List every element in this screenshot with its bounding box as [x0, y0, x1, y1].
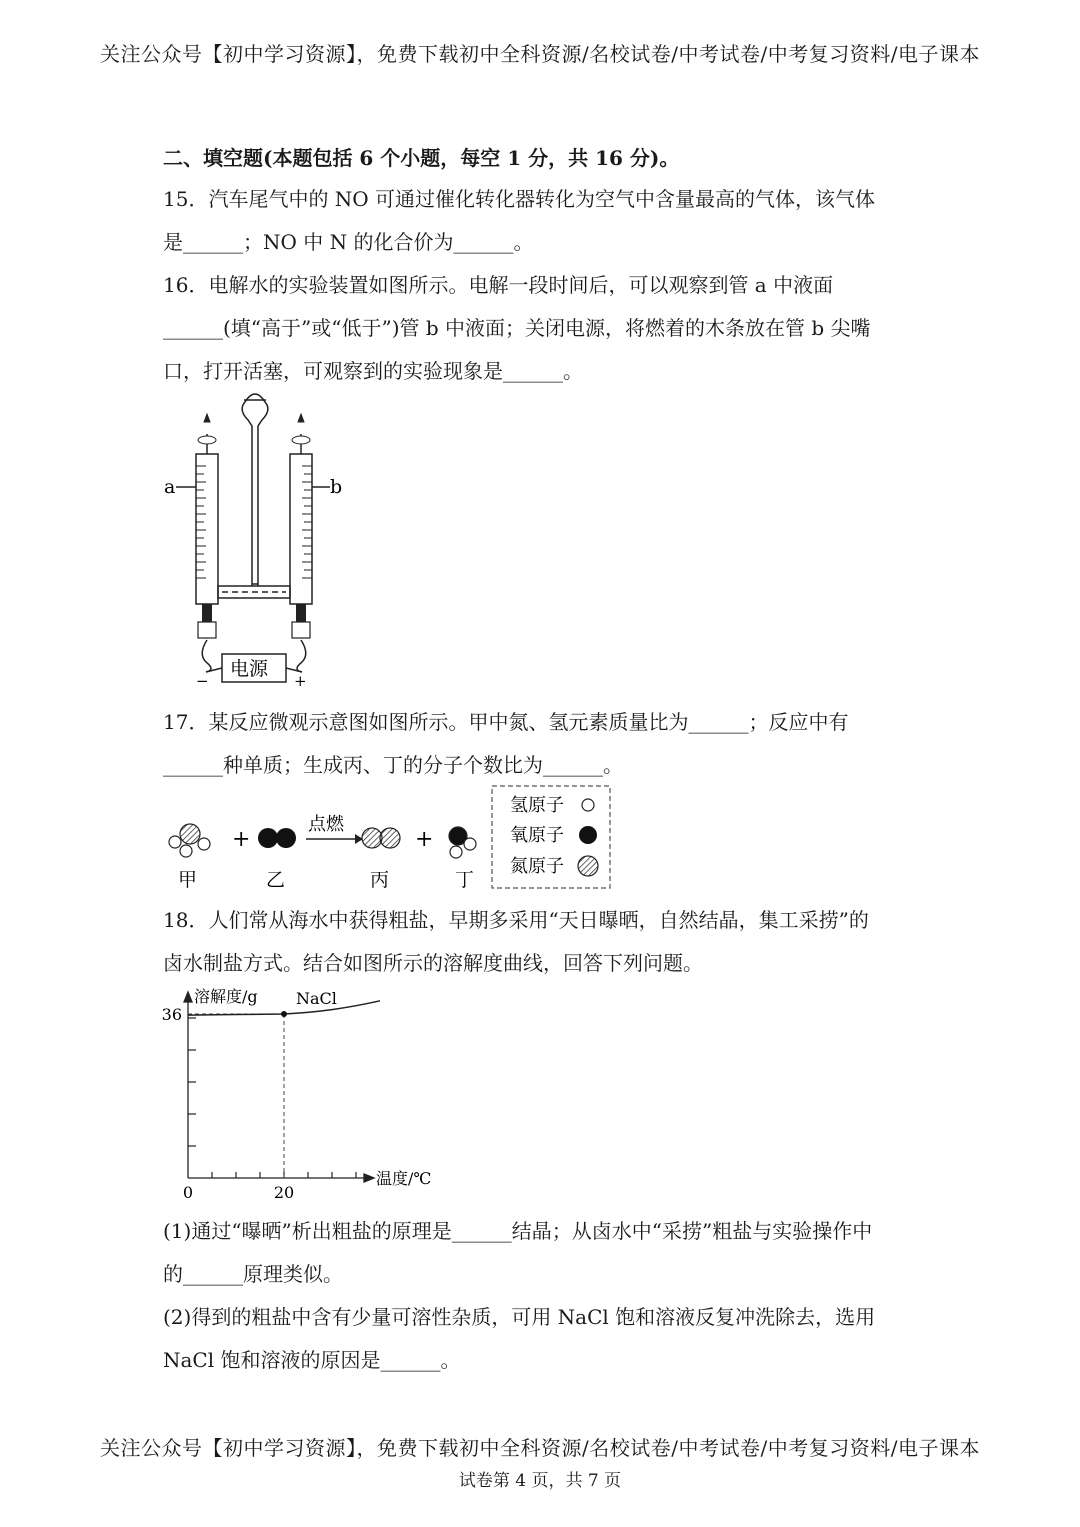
legend-hydrogen: 氢原子 — [510, 795, 564, 816]
q18-line-1: 18．人们常从海水中获得粗盐，早期多采用“天日曝晒，自然结晶，集工采捞”的 — [163, 908, 869, 932]
negative-terminal-label: − — [196, 672, 209, 690]
section-title: 二、填空题(本题包括 6 个小题，每空 1 分，共 16 分)。 — [163, 146, 680, 170]
legend-nitrogen: 氮原子 — [510, 856, 564, 877]
y-tick-label: 36 — [161, 1005, 182, 1024]
legend-nitrogen-symbol — [578, 856, 598, 876]
series-label-nacl: NaCl — [296, 989, 337, 1008]
y-axis-arrow — [184, 992, 192, 1002]
q18-line-2: 卤水制盐方式。结合如图所示的溶解度曲线，回答下列问题。 — [163, 951, 703, 975]
q16-line-2: ______(填“高于”或“低于”)管 b 中液面；关闭电源，将燃着的木条放在管 b 尖嘴 — [163, 316, 871, 340]
name-bing: 丙 — [370, 869, 390, 891]
label-b: b — [330, 476, 343, 498]
q16-line-3: 口，打开活塞，可观察到的实验现象是______。 — [163, 359, 583, 383]
nitrogen-molecule — [362, 828, 400, 848]
positive-terminal-label: + — [294, 672, 307, 690]
q18-sub2-line-1: (2)得到的粗盐中含有少量可溶性杂质，可用 NaCl 饱和溶液反复冲洗除去，选用 — [163, 1305, 876, 1329]
q18-sub1-line-2: 的______原理类似。 — [163, 1262, 343, 1286]
q15-line-2: 是______；NO 中 N 的化合价为______。 — [163, 230, 534, 254]
solubility-curve-chart — [150, 982, 460, 1206]
marked-point — [281, 1011, 287, 1017]
q16-line-1: 16．电解水的实验装置如图所示。电解一段时间后，可以观察到管 a 中液面 — [163, 273, 834, 297]
name-yi: 乙 — [266, 869, 286, 891]
q18-sub2-line-2: NaCl 饱和溶液的原因是______。 — [163, 1348, 461, 1372]
x-tick-label: 20 — [273, 1183, 295, 1202]
q17-line-1: 17．某反应微观示意图如图所示。甲中氮、氢元素质量比为______；反应中有 — [163, 710, 849, 734]
y-axis-label: 溶解度/g — [194, 987, 258, 1006]
plus-sign-1: + — [232, 827, 251, 852]
oxygen-molecule — [258, 828, 296, 848]
name-ding: 丁 — [455, 869, 475, 891]
plus-sign-2: + — [415, 827, 434, 852]
power-source-label: 电源 — [230, 658, 269, 680]
x-axis-arrow — [364, 1174, 374, 1182]
electrolysis-apparatus-figure — [150, 392, 350, 690]
x-axis-label: 温度/℃ — [376, 1169, 432, 1188]
q17-line-2: ______种单质；生成丙、丁的分子个数比为______。 — [163, 753, 623, 777]
name-jia: 甲 — [178, 869, 198, 891]
promo-banner-top: 关注公众号【初中学习资源】，免费下载初中全科资源/名校试卷/中考试卷/中考复习资料/电子课本 — [100, 42, 980, 66]
legend-hydrogen-symbol — [582, 799, 594, 811]
x-tick-label: 0 — [182, 1183, 194, 1202]
legend-oxygen: 氧原子 — [510, 825, 564, 846]
reaction-diagram-figure — [150, 782, 620, 894]
label-a: a — [164, 476, 176, 498]
q15-line-1: 15．汽车尾气中的 NO 可通过催化转化器转化为空气中含量最高的气体，该气体 — [163, 187, 876, 211]
q18-sub1-line-1: (1)通过“曝晒”析出粗盐的原理是______结晶；从卤水中“采捞”粗盐与实验操作中 — [163, 1219, 873, 1243]
ammonia-molecule — [169, 824, 210, 857]
page-footer: 试卷第 4 页，共 7 页 — [458, 1471, 622, 1491]
promo-banner-bottom: 关注公众号【初中学习资源】，免费下载初中全科资源/名校试卷/中考试卷/中考复习资料/电子课本 — [100, 1436, 980, 1460]
legend-oxygen-symbol — [579, 826, 597, 844]
reaction-condition: 点燃 — [308, 814, 344, 835]
water-molecule — [449, 827, 476, 858]
